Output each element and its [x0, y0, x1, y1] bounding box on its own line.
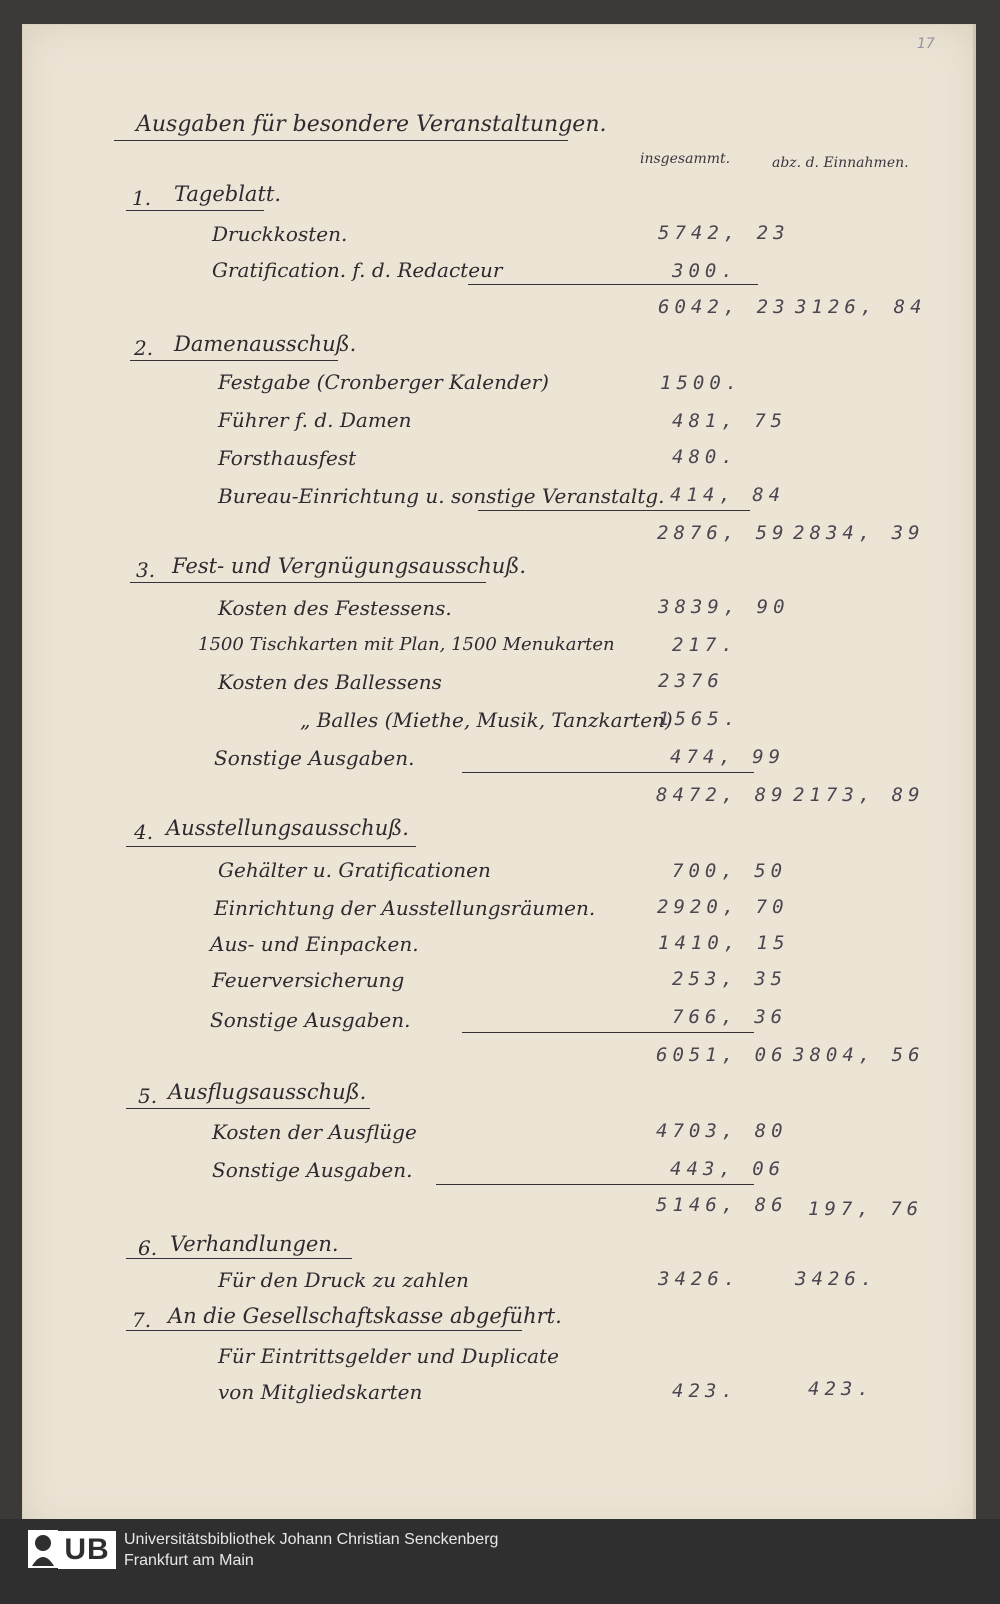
section-5-heading: Ausflugsausschuß. — [168, 1080, 367, 1104]
section-2-item-3-amount: 480. — [672, 446, 738, 468]
section-1-underline — [126, 210, 264, 211]
section-4-number: 4. — [134, 820, 154, 844]
section-3-item-1-label: Kosten des Festessens. — [218, 596, 452, 620]
section-2-total: 2876, 59 — [657, 522, 789, 544]
section-7-item-2-net: 423. — [808, 1378, 874, 1400]
section-3-item-3-label: Kosten des Ballessens — [218, 670, 442, 694]
section-1-total: 6042, 23 — [658, 296, 790, 318]
section-3-total: 8472, 89 — [656, 784, 788, 806]
section-6-item-1-net: 3426. — [795, 1268, 878, 1290]
section-4-item-3-label: Aus- und Einpacken. — [210, 932, 419, 956]
section-4-total: 6051, 06 — [656, 1044, 788, 1066]
section-6-item-1-amount: 3426. — [658, 1268, 741, 1290]
page-title: Ausgaben für besondere Veranstaltungen. — [136, 112, 607, 137]
section-4-item-1-amount: 700, 50 — [672, 860, 788, 882]
section-3-item-5-label: Sonstige Ausgaben. — [214, 746, 415, 770]
section-1-item-2-amount: 300. — [672, 260, 738, 282]
section-1-item-1-label: Druckkosten. — [212, 222, 348, 246]
section-3-sum-rule — [462, 772, 754, 773]
section-3-item-5-amount: 474, 99 — [670, 746, 786, 768]
section-4-item-4-amount: 253, 35 — [672, 968, 788, 990]
section-5-item-1-amount: 4703, 80 — [656, 1120, 788, 1142]
section-4-heading: Ausstellungsausschuß. — [166, 816, 409, 840]
section-1-net: 3126, 84 — [795, 296, 927, 318]
section-2-item-3-label: Forsthausfest — [218, 446, 357, 470]
section-2-net: 2834, 39 — [793, 522, 925, 544]
section-5-total: 5146, 86 — [656, 1194, 788, 1216]
section-2-heading: Damenausschuß. — [174, 332, 357, 356]
section-3-heading: Fest- und Vergnügungsausschuß. — [172, 554, 527, 578]
section-7-item-1-label: Für Eintrittsgelder und Duplicate — [218, 1344, 559, 1368]
section-4-net: 3804, 56 — [793, 1044, 925, 1066]
section-6-number: 6. — [138, 1236, 158, 1260]
library-city: Frankfurt am Main — [124, 1552, 254, 1569]
section-3-net: 2173, 89 — [793, 784, 925, 806]
section-5-sum-rule — [436, 1184, 754, 1185]
section-4-item-2-label: Einrichtung der Ausstellungsräumen. — [214, 896, 596, 920]
section-3-item-2-amount: 217. — [672, 634, 738, 656]
ub-logo-text: UB — [58, 1531, 116, 1569]
section-4-item-2-amount: 2920, 70 — [657, 896, 789, 918]
section-4-item-5-amount: 766, 36 — [672, 1006, 788, 1028]
section-7-number: 7. — [132, 1308, 152, 1332]
section-5-item-2-amount: 443, 06 — [670, 1158, 786, 1180]
section-4-underline — [126, 846, 416, 847]
section-4-sum-rule — [462, 1032, 754, 1033]
column-header-net: abz. d. Einnahmen. — [772, 155, 909, 171]
section-3-underline — [130, 582, 486, 583]
section-4-item-1-label: Gehälter u. Gratificationen — [218, 858, 491, 882]
section-5-item-2-label: Sonstige Ausgaben. — [212, 1158, 413, 1182]
section-1-item-2-label: Gratification. f. d. Redacteur — [212, 258, 503, 282]
section-1-item-1-amount: 5742, 23 — [658, 222, 790, 244]
section-3-item-4-amount: 1565. — [658, 708, 741, 730]
portrait-icon — [28, 1528, 58, 1570]
section-6-underline — [126, 1258, 352, 1259]
section-4-item-3-amount: 1410, 15 — [658, 932, 790, 954]
library-name: Universitätsbibliothek Johann Christian Senckenberg — [124, 1531, 499, 1548]
section-2-item-1-amount: 1500. — [660, 372, 743, 394]
section-3-item-4-label: „ Balles (Miethe, Musik, Tanzkarten) — [300, 708, 673, 732]
section-1-heading: Tageblatt. — [174, 182, 281, 206]
section-2-number: 2. — [134, 336, 154, 360]
section-2-underline — [130, 360, 338, 361]
title-underline — [114, 140, 568, 141]
section-2-item-2-amount: 481, 75 — [672, 410, 788, 432]
section-3-item-2-label: 1500 Tischkarten mit Plan, 1500 Menukarten — [198, 634, 615, 655]
section-7-underline — [126, 1330, 522, 1331]
section-4-item-4-label: Feuerversicherung — [212, 968, 405, 992]
column-header-total: insgesammt. — [640, 151, 731, 167]
section-3-number: 3. — [136, 558, 156, 582]
section-2-sum-rule — [478, 510, 750, 511]
section-3-item-1-amount: 3839, 90 — [658, 596, 790, 618]
section-7-item-2-label: von Mitgliedskarten — [218, 1380, 423, 1404]
section-2-item-2-label: Führer f. d. Damen — [218, 408, 412, 432]
section-1-number: 1. — [132, 186, 152, 210]
section-5-number: 5. — [138, 1084, 158, 1108]
section-6-heading: Verhandlungen. — [170, 1232, 339, 1256]
section-7-item-2-amount: 423. — [672, 1380, 738, 1402]
section-3-item-3-amount: 2376 — [658, 670, 724, 692]
section-5-net: 197, 76 — [808, 1198, 924, 1220]
section-4-item-5-label: Sonstige Ausgaben. — [210, 1008, 411, 1032]
section-6-item-1-label: Für den Druck zu zahlen — [218, 1268, 469, 1292]
section-1-sum-rule — [468, 284, 758, 285]
page-number: 17 — [917, 36, 935, 52]
section-2-item-4-amount: 414, 84 — [670, 484, 786, 506]
section-2-item-1-label: Festgabe (Cronberger Kalender) — [218, 370, 549, 394]
section-5-item-1-label: Kosten der Ausflüge — [212, 1120, 417, 1144]
section-7-heading: An die Gesellschaftskasse abgeführt. — [168, 1304, 562, 1328]
section-2-item-4-label: Bureau-Einrichtung u. sonstige Veranstaltg. — [218, 484, 665, 508]
section-5-underline — [126, 1108, 370, 1109]
